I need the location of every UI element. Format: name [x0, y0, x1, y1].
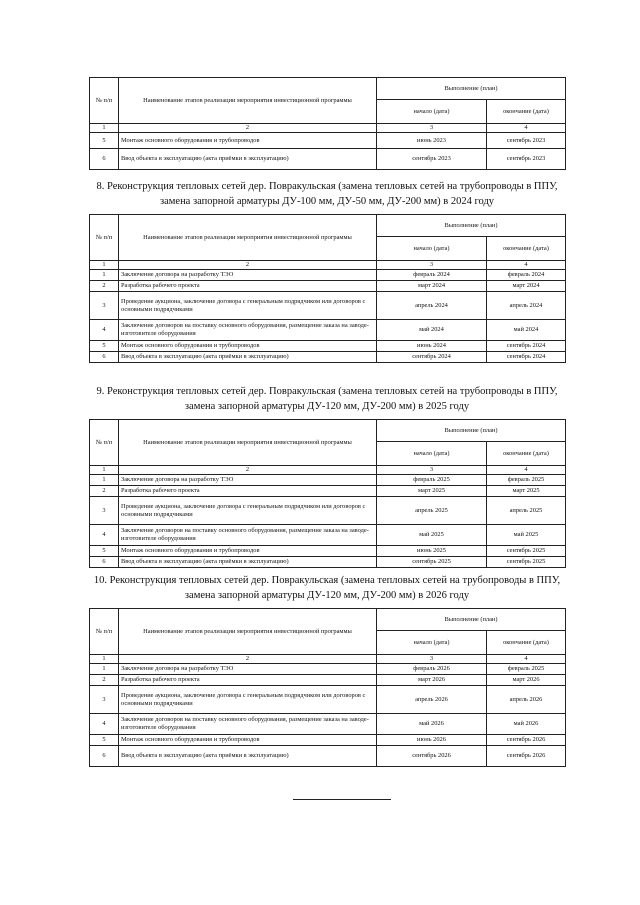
table-row	[90, 557, 566, 568]
table-row	[90, 475, 566, 486]
start-date: июнь 2025	[377, 546, 487, 557]
header-row	[90, 609, 566, 631]
stage-name: Проведение аукциона, заключение договора с генеральным подрядчиком или договоров с основными подрядчиками	[119, 292, 377, 320]
column-number: 3	[377, 466, 487, 475]
header-end: окончание (дата)	[487, 237, 566, 261]
header-row	[90, 215, 566, 237]
stage-name: Разработка рабочего проекта	[119, 675, 377, 686]
stage-name: Монтаж основного оборудования и трубопроводов	[119, 133, 377, 149]
table-row	[90, 735, 566, 746]
section-heading: 9. Реконструкция тепловых сетей дер. Повракульская (замена тепловых сетей на трубопроводы в ППУ, замена запорной арматуры ДУ-120 мм, ДУ-200 мм) в 2025 году	[96, 386, 558, 412]
row-number: 1	[90, 475, 119, 486]
header-stage-name: Наименование этапов реализации мероприятия инвестиционной программы	[119, 215, 377, 261]
section-2	[89, 384, 565, 568]
row-number: 4	[90, 714, 119, 735]
start-date: март 2024	[377, 281, 487, 292]
end-date: февраль 2024	[487, 270, 566, 281]
header-end: окончание (дата)	[487, 442, 566, 466]
start-date: сентябрь 2023	[377, 149, 487, 170]
start-date: сентябрь 2026	[377, 746, 487, 767]
header-stage-name: Наименование этапов реализации мероприятия инвестиционной программы	[119, 78, 377, 124]
header-end: окончание (дата)	[487, 100, 566, 124]
start-date: февраль 2026	[377, 664, 487, 675]
stage-name: Монтаж основного оборудования и трубопроводов	[119, 735, 377, 746]
end-date: май 2024	[487, 320, 566, 341]
column-number: 4	[487, 466, 566, 475]
table-row	[90, 270, 566, 281]
start-date: февраль 2025	[377, 475, 487, 486]
table-row	[90, 281, 566, 292]
header-end: окончание (дата)	[487, 631, 566, 655]
start-date: апрель 2024	[377, 292, 487, 320]
column-number: 4	[487, 261, 566, 270]
header-execution: Выполнение (план)	[377, 78, 566, 100]
row-number: 2	[90, 486, 119, 497]
row-number: 2	[90, 281, 119, 292]
row-number: 3	[90, 497, 119, 525]
table-row	[90, 352, 566, 363]
header-num: № п/п	[90, 215, 119, 261]
row-number: 3	[90, 686, 119, 714]
stage-name: Монтаж основного оборудования и трубопроводов	[119, 546, 377, 557]
header-stage-name: Наименование этапов реализации мероприятия инвестиционной программы	[119, 609, 377, 655]
stage-name: Ввод объекта в эксплуатацию (акта приёмки в эксплуатацию)	[119, 746, 377, 767]
stage-name: Заключение договора на разработку ТЭО	[119, 270, 377, 281]
header-stage-name: Наименование этапов реализации мероприятия инвестиционной программы	[119, 420, 377, 466]
end-date: сентябрь 2026	[487, 735, 566, 746]
stage-name: Разработка рабочего проекта	[119, 281, 377, 292]
column-number-row	[90, 655, 566, 664]
end-date: сентябрь 2024	[487, 341, 566, 352]
start-date: май 2025	[377, 525, 487, 546]
schedule-table	[89, 419, 566, 568]
start-date: апрель 2025	[377, 497, 487, 525]
start-date: сентябрь 2024	[377, 352, 487, 363]
column-number: 1	[90, 466, 119, 475]
row-number: 6	[90, 352, 119, 363]
column-number: 1	[90, 124, 119, 133]
start-date: сентябрь 2025	[377, 557, 487, 568]
header-row	[90, 420, 566, 442]
row-number: 6	[90, 746, 119, 767]
table-row	[90, 746, 566, 767]
header-execution: Выполнение (план)	[377, 215, 566, 237]
end-date: сентябрь 2026	[487, 746, 566, 767]
end-date: сентябрь 2023	[487, 133, 566, 149]
table-row	[90, 686, 566, 714]
stage-name: Ввод объекта в эксплуатацию (акта приёмки в эксплуатацию)	[119, 149, 377, 170]
column-number: 3	[377, 261, 487, 270]
section-1	[89, 179, 565, 363]
stage-name: Разработка рабочего проекта	[119, 486, 377, 497]
stage-name: Заключение договоров на поставку основного оборудования, размещение заказа на заводе-изготовителе оборудования	[119, 714, 377, 735]
start-date: май 2024	[377, 320, 487, 341]
end-date: сентябрь 2024	[487, 352, 566, 363]
row-number: 5	[90, 546, 119, 557]
stage-name: Монтаж основного оборудования и трубопроводов	[119, 341, 377, 352]
section-heading: 10. Реконструкция тепловых сетей дер. Повракульская (замена тепловых сетей на трубопроводы в ППУ, замена запорной арматуры ДУ-120 мм, ДУ-200 мм) в 2026 году	[93, 575, 561, 601]
end-date: апрель 2024	[487, 292, 566, 320]
header-start: начало (дата)	[377, 100, 487, 124]
table-row	[90, 149, 566, 170]
section-3	[89, 573, 565, 767]
header-num: № п/п	[90, 609, 119, 655]
footer-rule	[293, 799, 391, 800]
schedule-table	[89, 214, 566, 363]
header-start: начало (дата)	[377, 631, 487, 655]
column-number: 4	[487, 655, 566, 664]
table-row	[90, 292, 566, 320]
column-number-row	[90, 261, 566, 270]
end-date: март 2026	[487, 675, 566, 686]
column-number: 2	[119, 466, 377, 475]
row-number: 5	[90, 735, 119, 746]
table-row	[90, 675, 566, 686]
column-number: 1	[90, 261, 119, 270]
stage-name: Проведение аукциона, заключение договора с генеральным подрядчиком или договоров с основными подрядчиками	[119, 497, 377, 525]
column-number: 3	[377, 124, 487, 133]
stage-name: Заключение договоров на поставку основного оборудования, размещение заказа на заводе-изготовителе оборудования	[119, 320, 377, 341]
stage-name: Заключение договора на разработку ТЭО	[119, 664, 377, 675]
row-number: 4	[90, 525, 119, 546]
header-num: № п/п	[90, 420, 119, 466]
start-date: июнь 2024	[377, 341, 487, 352]
row-number: 5	[90, 341, 119, 352]
end-date: апрель 2025	[487, 497, 566, 525]
row-number: 1	[90, 270, 119, 281]
end-date: апрель 2026	[487, 686, 566, 714]
table-row	[90, 133, 566, 149]
column-number: 2	[119, 655, 377, 664]
table-row	[90, 664, 566, 675]
start-date: март 2025	[377, 486, 487, 497]
table-row	[90, 320, 566, 341]
stage-name: Ввод объекта в эксплуатацию (акта приёмки в эксплуатацию)	[119, 352, 377, 363]
header-start: начало (дата)	[377, 237, 487, 261]
row-number: 4	[90, 320, 119, 341]
column-number: 2	[119, 261, 377, 270]
end-date: март 2025	[487, 486, 566, 497]
end-date: сентябрь 2025	[487, 557, 566, 568]
table-row	[90, 546, 566, 557]
end-date: май 2025	[487, 525, 566, 546]
header-num: № п/п	[90, 78, 119, 124]
row-number: 6	[90, 149, 119, 170]
table-row	[90, 497, 566, 525]
start-date: май 2026	[377, 714, 487, 735]
table-row	[90, 341, 566, 352]
header-execution: Выполнение (план)	[377, 420, 566, 442]
table-row	[90, 525, 566, 546]
end-date: февраль 2025	[487, 475, 566, 486]
table-row	[90, 714, 566, 735]
header-execution: Выполнение (план)	[377, 609, 566, 631]
section-0	[89, 77, 565, 170]
start-date: июнь 2026	[377, 735, 487, 746]
table-row	[90, 486, 566, 497]
column-number: 4	[487, 124, 566, 133]
column-number: 2	[119, 124, 377, 133]
section-heading: 8. Реконструкция тепловых сетей дер. Повракульская (замена тепловых сетей на трубопроводы в ППУ, замена запорной арматуры ДУ-100 мм, ДУ-50 мм, ДУ-200 мм) в 2024 году	[96, 181, 558, 207]
start-date: март 2026	[377, 675, 487, 686]
end-date: сентябрь 2023	[487, 149, 566, 170]
row-number: 3	[90, 292, 119, 320]
start-date: июнь 2023	[377, 133, 487, 149]
row-number: 6	[90, 557, 119, 568]
row-number: 2	[90, 675, 119, 686]
schedule-table	[89, 77, 566, 170]
start-date: февраль 2024	[377, 270, 487, 281]
header-row	[90, 78, 566, 100]
column-number: 3	[377, 655, 487, 664]
column-number: 1	[90, 655, 119, 664]
stage-name: Заключение договоров на поставку основного оборудования, размещение заказа на заводе-изготовителе оборудования	[119, 525, 377, 546]
end-date: февраль 2025	[487, 664, 566, 675]
schedule-table	[89, 608, 566, 767]
row-number: 5	[90, 133, 119, 149]
column-number-row	[90, 466, 566, 475]
column-number-row	[90, 124, 566, 133]
end-date: май 2026	[487, 714, 566, 735]
stage-name: Заключение договора на разработку ТЭО	[119, 475, 377, 486]
stage-name: Проведение аукциона, заключение договора с генеральным подрядчиком или договоров с основными подрядчиками	[119, 686, 377, 714]
row-number: 1	[90, 664, 119, 675]
header-start: начало (дата)	[377, 442, 487, 466]
end-date: сентябрь 2025	[487, 546, 566, 557]
end-date: март 2024	[487, 281, 566, 292]
stage-name: Ввод объекта в эксплуатацию (акта приёмки в эксплуатацию)	[119, 557, 377, 568]
start-date: апрель 2026	[377, 686, 487, 714]
